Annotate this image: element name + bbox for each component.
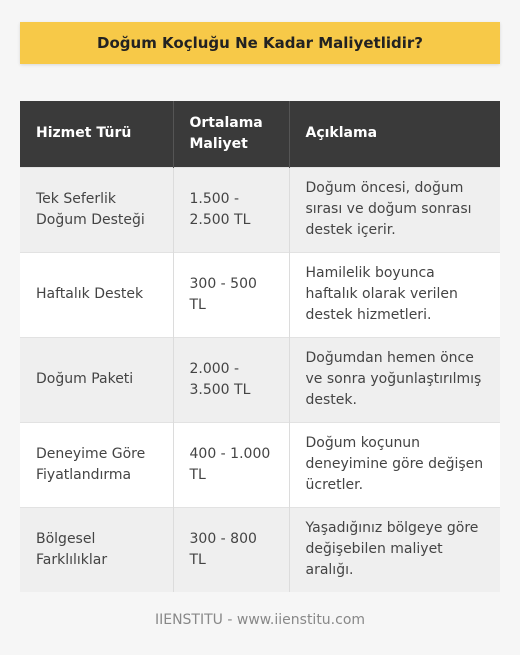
cell-description: Hamilelik boyunca haftalık olarak verilen destek hizmetleri. [289,252,500,337]
table-header-row [20,101,500,167]
column-header-description: Açıklama [289,101,500,167]
table-row [20,507,500,592]
cost-table [20,101,500,592]
cell-cost: 400 - 1.000 TL [173,422,289,507]
page-title: Doğum Koçluğu Ne Kadar Maliyetlidir? [97,34,423,52]
cell-service: Haftalık Destek [20,252,173,337]
cell-description: Yaşadığınız bölgeye göre değişebilen maliyet aralığı. [289,507,500,592]
cell-description: Doğum öncesi, doğum sırası ve doğum sonrası destek içerir. [289,167,500,252]
cell-description: Doğumdan hemen önce ve sonra yoğunlaştırılmış destek. [289,337,500,422]
cell-service: Deneyime Göre Fiyatlandırma [20,422,173,507]
table-row [20,167,500,252]
cell-description: Doğum koçunun deneyimine göre değişen ücretler. [289,422,500,507]
table-row [20,422,500,507]
column-header-service: Hizmet Türü [20,101,173,167]
cell-service: Tek Seferlik Doğum Desteği [20,167,173,252]
cell-cost: 300 - 800 TL [173,507,289,592]
table-row [20,252,500,337]
cell-service: Doğum Paketi [20,337,173,422]
cell-cost: 2.000 - 3.500 TL [173,337,289,422]
title-banner [20,22,500,64]
footer-credit: IIENSTITU - www.iienstitu.com [154,612,366,628]
table-row [20,337,500,422]
column-header-cost: Ortalama Maliyet [173,101,289,167]
cell-cost: 1.500 - 2.500 TL [173,167,289,252]
cell-service: Bölgesel Farklılıklar [20,507,173,592]
cell-cost: 300 - 500 TL [173,252,289,337]
